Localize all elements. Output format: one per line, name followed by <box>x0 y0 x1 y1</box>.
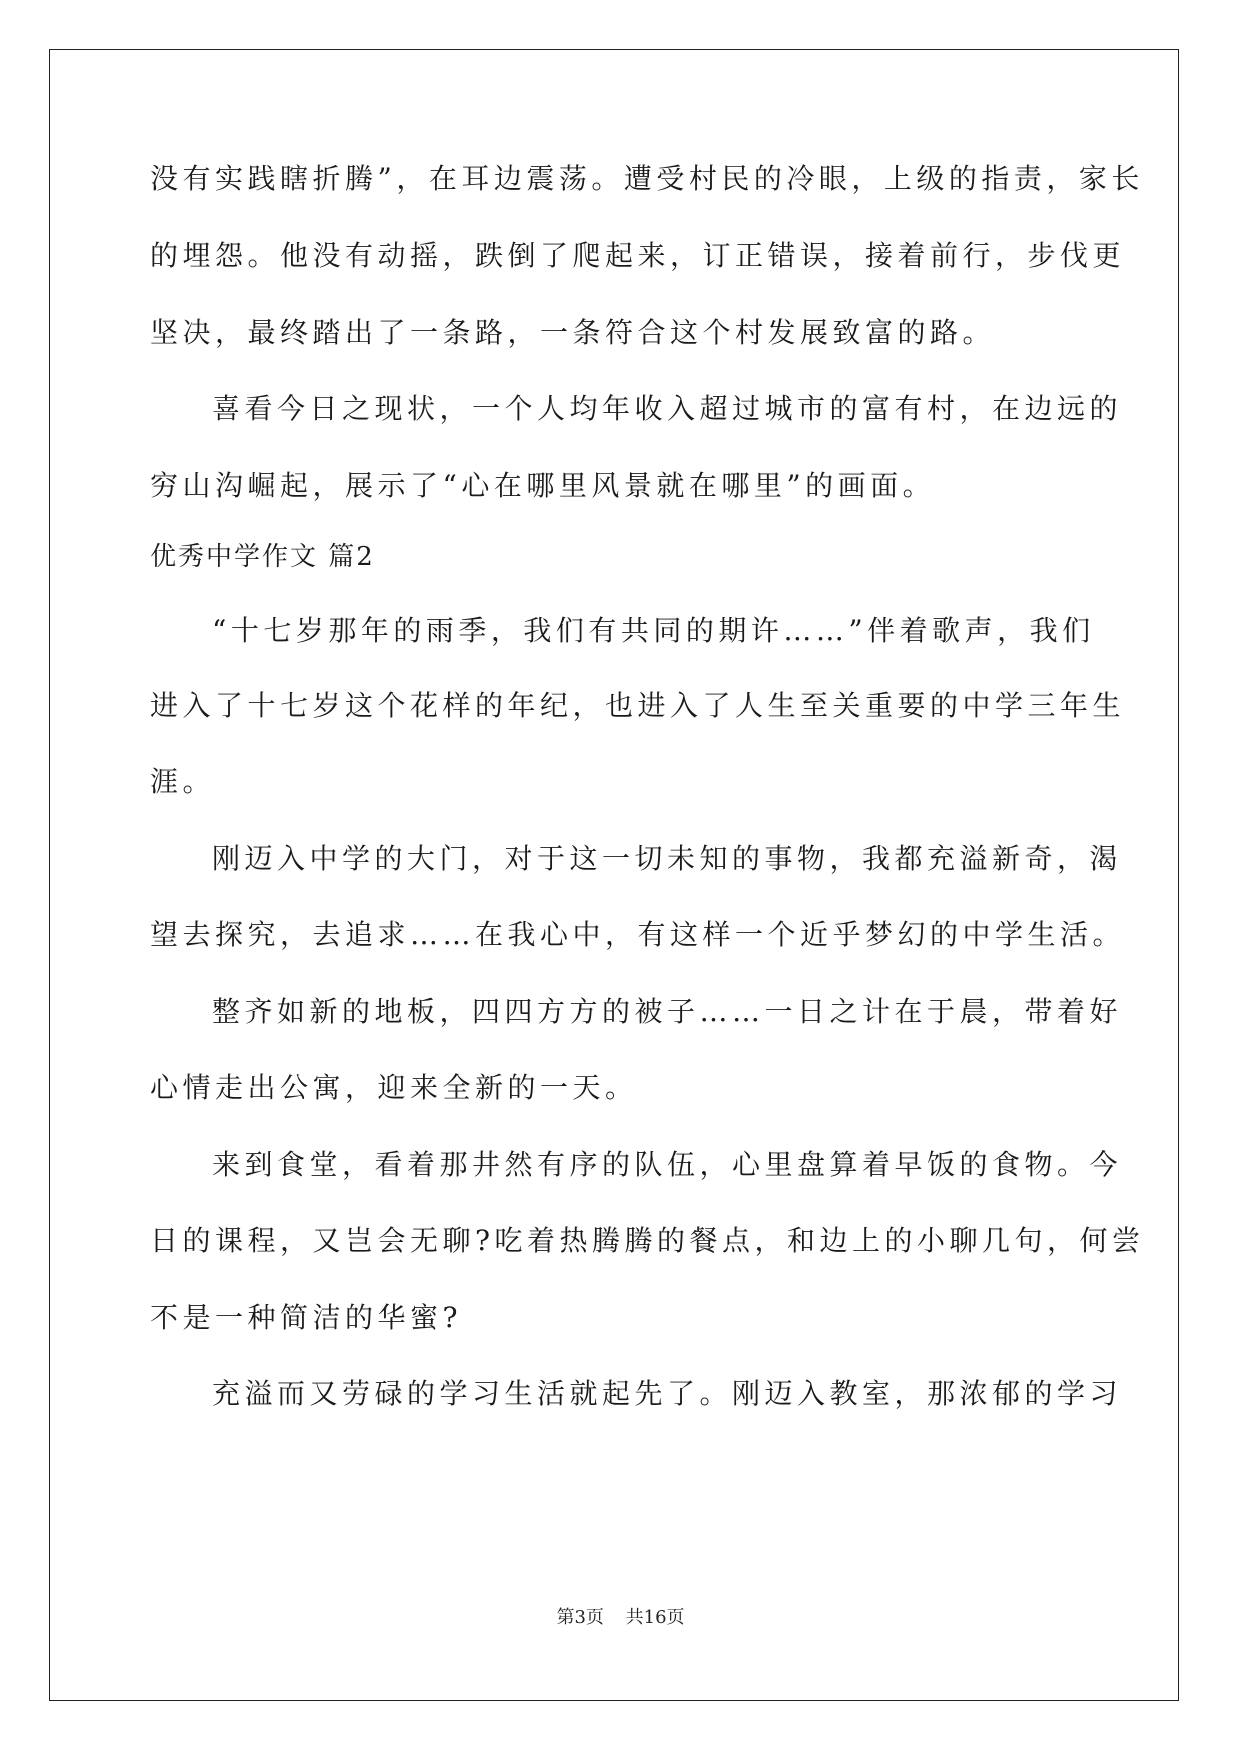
paragraph-line: 没有实践瞎折腾”，在耳边震荡。遭受村民的冷眼，上级的指责，家长 <box>150 162 1144 195</box>
page-number: 第3页 <box>556 1607 604 1628</box>
paragraph-line: 整齐如新的地板，四四方方的被子……一日之计在于晨，带着好 <box>212 995 1123 1028</box>
paragraph-line: 日的课程，又岂会无聊?吃着热腾腾的餐点，和边上的小聊几句，何尝 <box>150 1224 1145 1257</box>
paragraph-line: 的埋怨。他没有动摇，跌倒了爬起来，订正错误，接着前行，步伐更 <box>150 239 1126 272</box>
paragraph-line: 进入了十七岁这个花样的年纪，也进入了人生至关重要的中学三年生 <box>150 689 1126 722</box>
paragraph-line: 刚迈入中学的大门，对于这一切未知的事物，我都充溢新奇，渴 <box>212 842 1123 875</box>
paragraph-line: 充溢而又劳碌的学习生活就起先了。刚迈入教室，那浓郁的学习 <box>212 1377 1123 1410</box>
paragraph-line: 望去探究，去追求……在我心中，有这样一个近乎梦幻的中学生活。 <box>150 918 1126 951</box>
paragraph-line: 来到食堂，看着那井然有序的队伍，心里盘算着早饭的食物。今 <box>212 1148 1123 1181</box>
paragraph-line: 涯。 <box>150 765 216 798</box>
page-footer <box>0 1606 1241 1630</box>
paragraph-line: “十七岁那年的雨季，我们有共同的期许……”伴着歌声，我们 <box>212 614 1095 647</box>
paragraph-line: 心情走出公寓，迎来全新的一天。 <box>150 1071 638 1104</box>
paragraph-line: 不是一种简洁的华蜜? <box>150 1301 463 1334</box>
section-heading: 优秀中学作文 篇2 <box>150 542 375 572</box>
paragraph-line: 喜看今日之现状，一个人均年收入超过城市的富有村，在边远的 <box>212 392 1123 425</box>
paragraph-line: 坚决，最终踏出了一条路，一条符合这个村发展致富的路。 <box>150 316 996 349</box>
paragraph-line: 穷山沟崛起，展示了“心在哪里风景就在哪里”的画面。 <box>150 469 936 502</box>
page-total: 共16页 <box>625 1607 685 1628</box>
